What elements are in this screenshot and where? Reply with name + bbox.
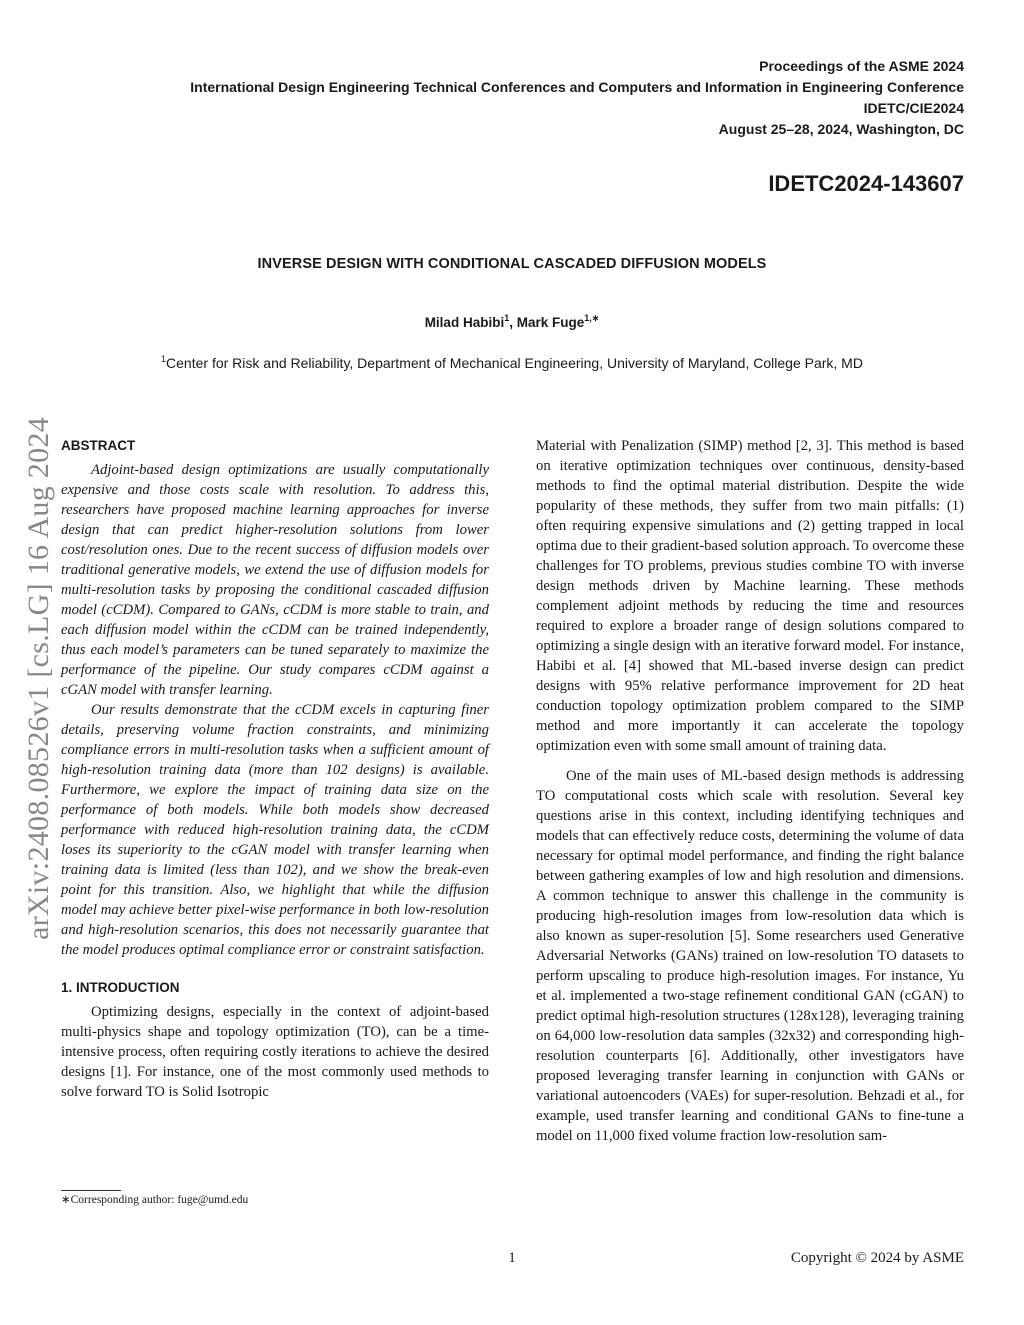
- conference-name: International Design Engineering Technical Conferences and Computers and Information in Engineering Conference: [190, 79, 964, 95]
- body-paragraph: Material with Penalization (SIMP) method [2, 3]. This method is based on iterative optimization techniques over continuous, density-based methods to find the optimal material distribution. Despite the wide popularity of these methods, they suffer from two main pitfalls: (1) often requiring expensive simulations and (2) getting trapped in local optima due to their gradient-based solution approach. To overcome these challenges for TO problems, previous studies combine TO with inverse design methods driven by Machine learning. These methods complement adjoint methods by reducing the time and resources required to explore a broader range of design solutions compared to optimizing a single design with an iterative forward model. For instance, Habibi et al. [4] showed that ML-based inverse design can predict designs with 95% relative performance improvement for 2D heat conduction topology optimization problem compared to the SIMP method and more importantly it can accelerate the topology optimization even with some small amount of training data.: [536, 438, 964, 754]
- proceedings-title: Proceedings of the ASME 2024: [759, 58, 964, 74]
- abstract-paragraph: Our results demonstrate that the cCDM excels in capturing finer details, preserving volume fraction constraints, and minimizing compliance errors in multi-resolution tasks when a sufficient amount of high-resolution training data (more than 102 designs) is available. Furthermore, we explore the impact of training data size on the performance of both models. While both models show decreased performance with reduced high-resolution training data, the cCDM loses its superiority to the cGAN model with transfer learning when training data is limited (less than 102), and we show the break-even point for this transition. Also, we highlight that while the diffusion model may achieve better pixel-wise performance in both low-resolution and high-resolution scenarios, this does not necessarily guarantee that the model produces optimal compliance error or constraint satisfaction.: [61, 702, 489, 958]
- affiliation-marker: 1,∗: [584, 313, 600, 323]
- footnote: ∗Corresponding author: fuge@umd.edu: [61, 1194, 249, 1206]
- body-paragraph: Optimizing designs, especially in the context of adjoint-based multi-physics shape and topology optimization (TO), can be a time-intensive process, often requiring costly iterations to achieve the desired designs [1]. For instance, one of the most commonly used methods to solve forward TO is Solid Isotropic: [61, 1004, 489, 1100]
- paper-title: INVERSE DESIGN WITH CONDITIONAL CASCADED DIFFUSION MODELS: [257, 256, 767, 272]
- paper-id: IDETC2024-143607: [768, 171, 964, 196]
- arxiv-stamp: arXiv:2408.08526v1 [cs.LG] 16 Aug 2024: [22, 416, 55, 940]
- conference-code: IDETC/CIE2024: [863, 100, 964, 116]
- author-name: Mark Fuge: [516, 315, 585, 330]
- abstract-heading: ABSTRACT: [61, 438, 136, 453]
- author-separator: ,: [509, 315, 517, 330]
- affiliation-marker: 1: [504, 313, 510, 323]
- right-column: [536, 436, 964, 1146]
- footnote-rule: [61, 1190, 121, 1191]
- left-column: [61, 436, 489, 1102]
- abstract-paragraph: Adjoint-based design optimizations are usually computationally expensive and those costs scale with resolution. To address this, researchers have proposed machine learning approaches for inverse design that can predict higher-resolution solutions from lower cost/resolution ones. Due to the recent success of diffusion models over traditional generative models, we extend the use of diffusion models for multi-resolution tasks by proposing the conditional cascaded diffusion model (cCDM). Compared to GANs, cCDM is more stable to train, and each diffusion model within the cCDM can be trained independently, thus each model’s parameters can be tuned separately to maximize the performance of the pipeline. Our study compares cCDM against a cGAN model with transfer learning.: [61, 462, 489, 698]
- body-paragraph: One of the main uses of ML-based design methods is addressing TO computational costs which scale with resolution. Several key questions arise in this context, including identifying techniques and models that can effectively reduce costs, determining the volume of data necessary for optimal model performance, and finding the right balance between gathering examples of low and high resolution and dimensions. A common technique to answer this challenge in the community is producing high-resolution images from low-resolution data which is also known as super-resolution [5]. Some researchers used Generative Adversarial Networks (GANs) trained on low-resolution TO datasets to perform upscaling to produce high-resolution images. For instance, Yu et al. implemented a two-stage refinement conditional GAN (cGAN) to predict optimal high-resolution structures (128x128), leveraging training on 64,000 low-resolution data samples (32x32) and corresponding high-resolution counterparts [6]. Additionally, other investigators have proposed leveraging transfer learning in conjunction with GANs or variational autoencoders (VAEs) for super-resolution. Behzadi et al., for example, used transfer learning and conditional GANs to fine-tune a model on 11,000 fixed volume fraction low-resolution sam-: [536, 768, 964, 1144]
- affiliation-text: Center for Risk and Reliability, Department of Mechanical Engineering, University of Maryland, College Park, MD: [166, 355, 863, 371]
- affiliation: [0, 355, 1024, 371]
- copyright-notice: Copyright © 2024 by ASME: [790, 1250, 964, 1266]
- abstract-section: [61, 436, 489, 960]
- conference-date-location: August 25–28, 2024, Washington, DC: [718, 121, 964, 137]
- author-list: [0, 315, 1024, 330]
- page-number: 1: [508, 1250, 516, 1266]
- author-name: Milad Habibi: [424, 315, 505, 330]
- section-heading: 1. INTRODUCTION: [61, 980, 180, 995]
- affiliation-marker: 1: [161, 354, 167, 364]
